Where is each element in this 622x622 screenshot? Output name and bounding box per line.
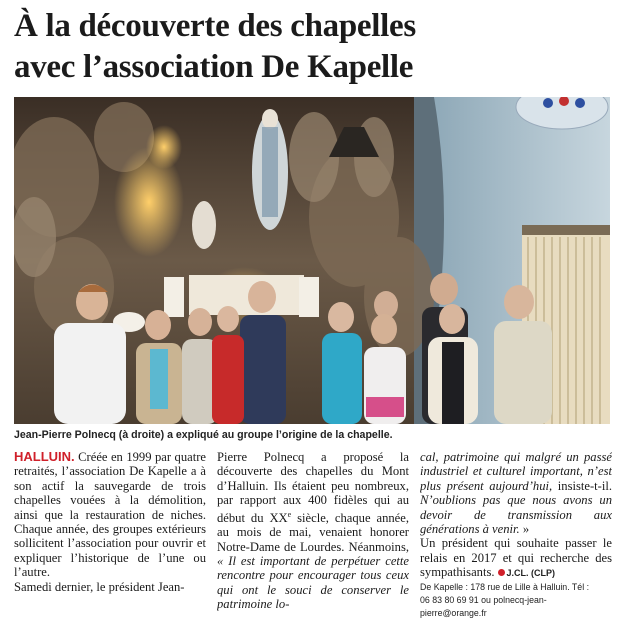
column-2-body: Pierre Polnecq a proposé la découverte des chapelles du Mont d’Halluin. Ils étaient peu nombreux, par rapport aux 400 fidèles qui au début du XX — [217, 450, 409, 525]
column-2-body-b: siècle, chaque année, au mois de mai, venaient honorer Notre-Dame de Lourdes. Néanmoins, — [217, 510, 409, 554]
dateline: HALLUIN. — [14, 450, 75, 464]
column-3-quote-close: » — [519, 522, 530, 537]
contact-info — [420, 581, 612, 620]
photo-caption: Jean-Pierre Polnecq (à droite) a expliqué au groupe l’origine de la chapelle. — [14, 429, 393, 441]
contact-line-1: De Kapelle : 178 rue de Lille à Halluin. Tél : — [420, 581, 590, 592]
column-2-quote: « Il est important de perpétuer cette rencontre pour encourager tous ceux qui ont le souci de conserver le patrimoine lo- — [217, 554, 409, 612]
headline-line-2: avec l’association De Kapelle — [14, 49, 414, 85]
contact-line-2: 06 83 80 69 91 ou polnecq-jean-pierre@orange.fr — [420, 594, 547, 618]
column-1-body: Créée en 1999 par quatre retraités, l’association De Kapelle a à son actif la sauvegarde de trois chapelles vouées à la démolition, ainsi que la restauration de niches. Chaque année, des groupes extérieurs sollicitent l’association pour ouvrir et expliquer l’historique de l’une ou l’autre. — [14, 450, 206, 580]
red-dot-icon — [498, 569, 505, 576]
article-column-3 — [420, 450, 612, 620]
article-column-1 — [14, 450, 206, 620]
column-3-quote-2: N’oublions pas que nous avons un devoir de transmission aux générations à venir. — [420, 493, 612, 537]
article-headline — [14, 6, 614, 88]
column-3-quote: cal, patrimoine qui malgré un passé industriel et culturel important, n’est plus présent aujourd’hui, — [420, 450, 612, 493]
author-signature: J.CL. (CLP) — [506, 568, 556, 579]
century-superscript: e — [287, 509, 292, 519]
headline-line-1: À la découverte des chapelles — [14, 8, 416, 44]
article-column-2 — [217, 450, 409, 620]
chapel-group-photo — [14, 97, 610, 424]
column-3-body-2: Un président qui souhaite passer le relais en 2017 et qui recherche des sympathisants. — [420, 536, 612, 580]
column-3-body: insiste-t-il. — [552, 478, 612, 493]
column-1-body-2: Samedi dernier, le président Jean- — [14, 579, 185, 594]
